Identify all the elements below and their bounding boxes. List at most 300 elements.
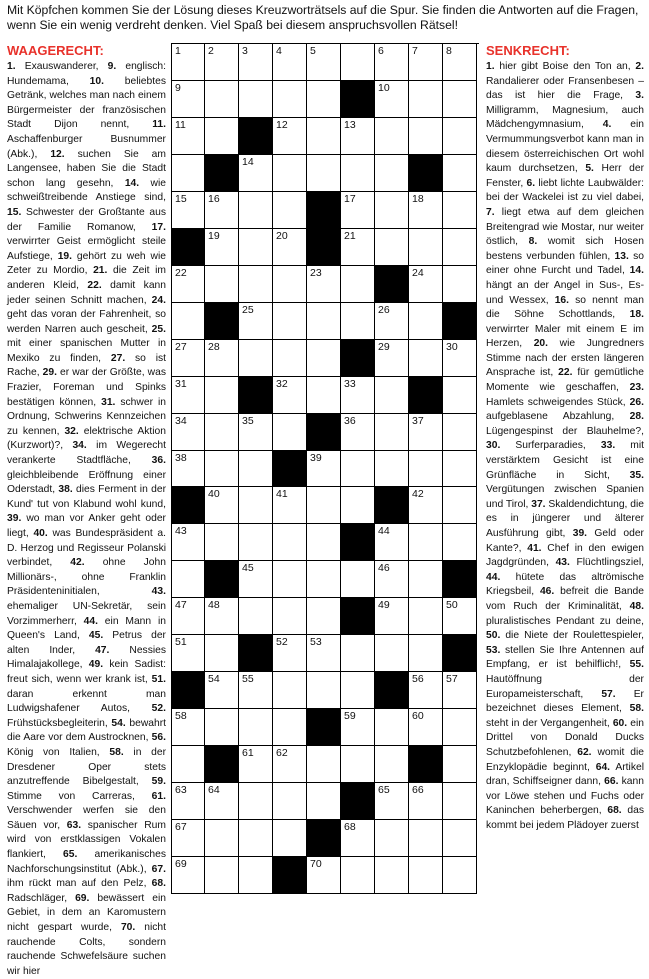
clue-text: er war der Größte, was Frazier, Foreman und Spinks bestätigen können, xyxy=(7,367,166,408)
grid-cell[interactable] xyxy=(172,451,205,488)
grid-cell[interactable] xyxy=(273,672,307,709)
grid-cell[interactable] xyxy=(443,340,477,377)
clue-number-label: 41 xyxy=(276,488,288,501)
clue-number-label: 12 xyxy=(276,118,288,131)
grid-cell[interactable] xyxy=(172,266,205,303)
grid-cell[interactable] xyxy=(443,783,477,820)
clue-text: wie schweißtreibende Anstiege sind, xyxy=(7,177,166,204)
grid-cell[interactable] xyxy=(172,118,205,155)
clue-text: so ist Rache, xyxy=(7,352,166,379)
clue-number: 62. xyxy=(577,746,592,758)
clue-text: geht das voran der Fahrenheit, so werden Narren auch gescheit, xyxy=(7,309,166,335)
clue-number-label: 60 xyxy=(412,710,424,723)
grid-cell[interactable] xyxy=(375,783,409,820)
grid-cell[interactable] xyxy=(409,561,443,598)
grid-cell[interactable] xyxy=(239,451,273,488)
clue-number-label: 24 xyxy=(412,266,424,279)
clue-text: stellen Sie Ihre Antennen auf Empfang, er ist behilflich!, xyxy=(486,644,644,671)
clue-text: schwer in Ordnung, Schwerins Kennzeichen zu kennen, xyxy=(7,396,166,437)
grid-cell[interactable] xyxy=(409,303,443,340)
grid-cell[interactable] xyxy=(409,81,443,118)
grid-cell[interactable] xyxy=(375,229,409,266)
clue-number-label: 57 xyxy=(446,673,458,686)
grid-cell[interactable] xyxy=(307,672,341,709)
clue-number: 13. xyxy=(614,250,629,262)
grid-cell[interactable] xyxy=(239,414,273,451)
grid-cell[interactable] xyxy=(375,118,409,155)
down-clue xyxy=(486,645,644,671)
clue-number-label: 19 xyxy=(208,229,220,242)
clue-text: Hamlets schweigendes Stück, xyxy=(486,396,630,408)
block-cell xyxy=(409,377,443,414)
clue-number: 36. xyxy=(151,455,166,467)
grid-cell[interactable] xyxy=(409,783,443,820)
grid-cell[interactable] xyxy=(172,81,205,118)
grid-cell[interactable] xyxy=(409,414,443,451)
grid-cell[interactable] xyxy=(172,377,205,414)
grid-cell[interactable] xyxy=(443,118,477,155)
grid-cell[interactable] xyxy=(375,820,409,857)
grid-cell[interactable] xyxy=(443,229,477,266)
clue-number-label: 54 xyxy=(208,673,220,686)
grid-cell[interactable] xyxy=(307,598,341,635)
grid-cell[interactable] xyxy=(172,303,205,340)
grid-cell[interactable] xyxy=(375,81,409,118)
grid-cell[interactable] xyxy=(239,524,273,561)
clue-number: 7. xyxy=(486,206,495,218)
grid-cell[interactable] xyxy=(205,672,239,709)
grid-cell[interactable] xyxy=(273,746,307,783)
clue-number: 61. xyxy=(151,790,166,802)
grid-cell[interactable] xyxy=(205,377,239,414)
grid-cell[interactable] xyxy=(205,524,239,561)
grid-cell[interactable] xyxy=(172,524,205,561)
clue-number: 8. xyxy=(528,236,538,248)
grid-cell[interactable] xyxy=(307,783,341,820)
clue-number: 49. xyxy=(88,659,104,671)
clue-text: Surferparadies, xyxy=(500,440,601,452)
grid-cell[interactable] xyxy=(443,857,477,894)
clue-number: 14. xyxy=(124,177,140,189)
down-clue xyxy=(486,61,635,72)
grid-cell[interactable] xyxy=(239,598,273,635)
clue-text: amerikanisches Nachforschungsinstitut (Abk.), xyxy=(7,849,166,875)
grid-cell[interactable] xyxy=(205,44,239,81)
grid-cell[interactable] xyxy=(307,118,341,155)
clue-number: 68. xyxy=(607,805,622,817)
block-cell xyxy=(273,451,307,488)
grid-cell[interactable] xyxy=(205,414,239,451)
grid-cell[interactable] xyxy=(172,44,205,81)
grid-cell[interactable] xyxy=(375,709,409,746)
grid-cell[interactable] xyxy=(409,820,443,857)
grid-cell[interactable] xyxy=(205,451,239,488)
grid-cell[interactable] xyxy=(409,487,443,524)
grid-cell[interactable] xyxy=(205,783,239,820)
block-cell xyxy=(172,487,205,524)
grid-cell[interactable] xyxy=(273,598,307,635)
grid-cell[interactable] xyxy=(409,340,443,377)
clue-number: 4. xyxy=(602,119,612,131)
block-cell xyxy=(341,340,375,377)
grid-cell[interactable] xyxy=(409,44,443,81)
clue-number-label: 29 xyxy=(378,340,390,353)
grid-cell[interactable] xyxy=(341,857,375,894)
clue-text: Aschaffenburger Busnummer (Abk.), xyxy=(7,133,166,160)
block-cell xyxy=(239,377,273,414)
clue-text: Verschwender werfen sie den Säuen vor, xyxy=(7,805,166,831)
grid-cell[interactable] xyxy=(341,44,375,81)
clue-number: 63. xyxy=(66,819,82,831)
grid-cell[interactable] xyxy=(375,155,409,192)
clue-number-label: 65 xyxy=(378,784,390,797)
grid-cell[interactable] xyxy=(341,487,375,524)
grid-cell[interactable] xyxy=(375,524,409,561)
clue-number-label: 20 xyxy=(276,229,288,242)
grid-cell[interactable] xyxy=(443,746,477,783)
grid-cell[interactable] xyxy=(409,857,443,894)
grid-cell[interactable] xyxy=(273,709,307,746)
clue-number-label: 66 xyxy=(412,784,424,797)
clue-number: 30. xyxy=(486,440,501,452)
block-cell xyxy=(307,709,341,746)
clue-number: 44. xyxy=(486,571,501,583)
grid-cell[interactable] xyxy=(273,820,307,857)
grid-cell[interactable] xyxy=(307,377,341,414)
grid-cell[interactable] xyxy=(375,561,409,598)
grid-cell[interactable] xyxy=(443,598,477,635)
grid-cell[interactable] xyxy=(239,820,273,857)
clue-text: aufgeblasene Abzahlung, xyxy=(486,411,630,423)
clue-text: suchen Sie am Langensee, haben Sie die Stadt schon lang gesehn, xyxy=(7,148,166,189)
grid-cell[interactable] xyxy=(239,487,273,524)
grid-cell[interactable] xyxy=(307,340,341,377)
grid-cell[interactable] xyxy=(375,192,409,229)
grid-cell[interactable] xyxy=(443,487,477,524)
clue-number-label: 5 xyxy=(310,45,316,57)
clue-number: 59. xyxy=(151,776,166,788)
grid-cell[interactable] xyxy=(443,44,477,81)
clue-text: Petrus der alten Inder, xyxy=(7,630,166,656)
clue-number: 3. xyxy=(635,90,644,102)
clue-number-label: 18 xyxy=(412,192,424,205)
grid-cell[interactable] xyxy=(273,414,307,451)
grid-cell[interactable] xyxy=(341,266,375,303)
grid-cell[interactable] xyxy=(273,524,307,561)
clue-number-label: 56 xyxy=(412,673,424,686)
clue-number-label: 59 xyxy=(344,710,356,723)
grid-cell[interactable] xyxy=(409,709,443,746)
grid-cell[interactable] xyxy=(239,81,273,118)
down-clue-list xyxy=(486,61,644,831)
grid-cell[interactable] xyxy=(172,155,205,192)
grid-cell[interactable] xyxy=(341,229,375,266)
clue-number-label: 62 xyxy=(276,747,288,760)
clue-number-label: 68 xyxy=(344,821,356,834)
clue-number-label: 58 xyxy=(175,710,187,723)
clue-text: Nessies Himalajakollege, xyxy=(7,644,166,671)
clue-number: 39. xyxy=(572,528,588,539)
grid-cell[interactable] xyxy=(307,524,341,561)
clue-number: 24. xyxy=(151,294,166,306)
grid-cell[interactable] xyxy=(273,635,307,672)
grid-cell[interactable] xyxy=(443,377,477,414)
grid-cell[interactable] xyxy=(375,598,409,635)
grid-cell[interactable] xyxy=(307,44,341,81)
grid-cell[interactable] xyxy=(307,487,341,524)
grid-cell[interactable] xyxy=(205,266,239,303)
grid-cell[interactable] xyxy=(409,192,443,229)
clue-text: Radschläger, xyxy=(7,892,76,904)
clue-number-label: 34 xyxy=(175,414,187,427)
grid-cell[interactable] xyxy=(409,451,443,488)
grid-cell[interactable] xyxy=(307,857,341,894)
grid-cell[interactable] xyxy=(172,561,205,598)
grid-cell[interactable] xyxy=(239,783,273,820)
grid-cell[interactable] xyxy=(409,118,443,155)
grid-cell[interactable] xyxy=(341,377,375,414)
grid-cell[interactable] xyxy=(172,598,205,635)
grid-cell[interactable] xyxy=(273,487,307,524)
clue-number-label: 22 xyxy=(175,266,187,279)
clue-text: befreit die Bande vom Ruch der Kriminalität, xyxy=(486,586,645,612)
grid-cell[interactable] xyxy=(375,746,409,783)
clue-number: 64. xyxy=(595,761,611,773)
clue-number-label: 4 xyxy=(276,45,282,57)
clue-text: ohne John Millionärs-, ohne Franklin Präsidenteninitialen, xyxy=(7,557,166,598)
block-cell xyxy=(239,635,273,672)
grid-cell[interactable] xyxy=(239,709,273,746)
grid-cell[interactable] xyxy=(375,44,409,81)
grid-cell[interactable] xyxy=(307,561,341,598)
grid-cell[interactable] xyxy=(239,155,273,192)
grid-cell[interactable] xyxy=(172,192,205,229)
grid-cell[interactable] xyxy=(172,820,205,857)
clue-number-label: 47 xyxy=(175,599,187,612)
grid-cell[interactable] xyxy=(205,487,239,524)
clue-number-label: 26 xyxy=(378,303,390,316)
clue-number: 9. xyxy=(107,61,117,72)
clue-text: Schwester der Großtante aus der Familie Romanow, xyxy=(7,206,166,233)
block-cell xyxy=(239,118,273,155)
clue-number: 39. xyxy=(7,513,22,525)
clue-text: bewässert ein Gebiet, in dem an Karomustern nicht gespart wurde, xyxy=(7,892,166,934)
clue-text: bewahrt die Aare vor dem Austrocknen, xyxy=(7,717,167,744)
grid-cell[interactable] xyxy=(307,81,341,118)
grid-cell[interactable] xyxy=(341,414,375,451)
grid-cell[interactable] xyxy=(409,598,443,635)
clue-number: 25. xyxy=(151,323,166,335)
grid-cell[interactable] xyxy=(205,820,239,857)
clue-number-label: 3 xyxy=(242,45,248,57)
clue-text: so einer ohne Furcht und Tadel, xyxy=(486,250,644,277)
grid-cell[interactable] xyxy=(341,303,375,340)
grid-cell[interactable] xyxy=(375,635,409,672)
grid-cell[interactable] xyxy=(172,709,205,746)
grid-cell[interactable] xyxy=(375,857,409,894)
grid-cell[interactable] xyxy=(273,81,307,118)
block-cell xyxy=(205,746,239,783)
clue-number: 16. xyxy=(554,294,570,306)
clue-text: die Niete der Roulettespieler, xyxy=(500,630,644,642)
clue-number-label: 61 xyxy=(242,747,254,760)
grid-cell[interactable] xyxy=(273,44,307,81)
grid-cell[interactable] xyxy=(341,746,375,783)
grid-cell[interactable] xyxy=(409,635,443,672)
grid-cell[interactable] xyxy=(375,377,409,414)
clue-text: Skaldendichtung, die es in jüngerer und älterer Ausführung gibt, xyxy=(486,498,645,539)
clue-number-label: 32 xyxy=(276,377,288,390)
clue-number: 2. xyxy=(635,61,644,72)
grid-cell[interactable] xyxy=(239,192,273,229)
clue-number: 58. xyxy=(109,746,124,758)
grid-cell[interactable] xyxy=(375,303,409,340)
grid-cell[interactable] xyxy=(443,820,477,857)
grid-cell[interactable] xyxy=(273,192,307,229)
clue-text: Exauswanderer, xyxy=(15,61,108,72)
grid-cell[interactable] xyxy=(409,672,443,709)
grid-cell[interactable] xyxy=(341,561,375,598)
grid-cell[interactable] xyxy=(205,340,239,377)
grid-cell[interactable] xyxy=(341,118,375,155)
grid-cell[interactable] xyxy=(273,118,307,155)
grid-cell[interactable] xyxy=(375,340,409,377)
grid-cell[interactable] xyxy=(273,377,307,414)
clue-text: was Bundespräsident a. D. Herzog und Regisseur Polanski verbindet, xyxy=(7,528,166,569)
grid-cell[interactable] xyxy=(172,746,205,783)
grid-cell[interactable] xyxy=(443,81,477,118)
grid-cell[interactable] xyxy=(443,524,477,561)
grid-cell[interactable] xyxy=(443,155,477,192)
grid-cell[interactable] xyxy=(239,746,273,783)
grid-cell[interactable] xyxy=(239,561,273,598)
clue-text: mit einer spanischen Mutter in Mexiko zu finden, xyxy=(7,338,166,364)
grid-cell[interactable] xyxy=(205,229,239,266)
down-clue xyxy=(486,440,601,451)
grid-cell[interactable] xyxy=(307,266,341,303)
grid-cell[interactable] xyxy=(273,561,307,598)
grid-cell[interactable] xyxy=(443,414,477,451)
grid-cell[interactable] xyxy=(341,820,375,857)
clue-number: 15. xyxy=(7,206,22,218)
grid-cell[interactable] xyxy=(273,155,307,192)
clue-number-label: 45 xyxy=(242,562,254,575)
grid-cell[interactable] xyxy=(443,709,477,746)
clue-text: wo man vor Anker geht oder liegt, xyxy=(7,513,166,539)
clue-number: 35. xyxy=(629,469,644,481)
clue-number-label: 44 xyxy=(378,525,390,538)
clue-number-label: 13 xyxy=(344,118,356,131)
grid-cell[interactable] xyxy=(239,672,273,709)
grid-cell[interactable] xyxy=(205,81,239,118)
grid-cell[interactable] xyxy=(375,414,409,451)
clue-text: ein Vermummungsverbot kann man in diesem österreichischen Ort wohl kaum durchsetzen, xyxy=(486,119,644,175)
grid-cell[interactable] xyxy=(307,635,341,672)
grid-cell[interactable] xyxy=(205,857,239,894)
clue-number: 56. xyxy=(151,732,166,744)
grid-cell[interactable] xyxy=(205,118,239,155)
clue-number: 19. xyxy=(57,250,73,262)
grid-cell[interactable] xyxy=(239,266,273,303)
grid-cell[interactable] xyxy=(341,672,375,709)
clue-number: 22. xyxy=(558,367,573,379)
grid-cell[interactable] xyxy=(307,155,341,192)
grid-cell[interactable] xyxy=(341,635,375,672)
grid-cell[interactable] xyxy=(172,857,205,894)
clue-text: ein Mann in Queen's Land, xyxy=(7,615,166,642)
clue-text: liebt lichte Laubwälder: bei der Wackelei ist zu viel dabei, xyxy=(486,177,644,204)
grid-cell[interactable] xyxy=(239,857,273,894)
grid-cell[interactable] xyxy=(239,303,273,340)
clue-text: für gemütliche Momente wie geschaffen, xyxy=(486,367,644,394)
grid-cell[interactable] xyxy=(273,340,307,377)
grid-cell[interactable] xyxy=(273,229,307,266)
grid-cell[interactable] xyxy=(409,524,443,561)
clue-text: verwirrter Geist ermöglicht steile Aufstiege, xyxy=(7,236,166,262)
across-clue-list xyxy=(7,61,166,977)
grid-cell[interactable] xyxy=(341,709,375,746)
grid-cell[interactable] xyxy=(239,340,273,377)
grid-cell[interactable] xyxy=(205,598,239,635)
clue-number: 21. xyxy=(93,265,108,277)
grid-cell[interactable] xyxy=(273,783,307,820)
clue-number: 40. xyxy=(33,528,48,539)
grid-cell[interactable] xyxy=(307,746,341,783)
grid-cell[interactable] xyxy=(172,340,205,377)
grid-cell[interactable] xyxy=(341,451,375,488)
grid-cell[interactable] xyxy=(443,451,477,488)
clue-text: hütete das altrömische Kriegsbeil, xyxy=(486,571,644,598)
grid-cell[interactable] xyxy=(307,303,341,340)
grid-cell[interactable] xyxy=(172,783,205,820)
clue-number-label: 55 xyxy=(242,673,254,686)
across-clue xyxy=(7,207,166,233)
grid-cell[interactable] xyxy=(443,266,477,303)
grid-cell[interactable] xyxy=(239,229,273,266)
clue-number-label: 23 xyxy=(310,266,322,279)
clue-text: Randalierer oder Fransenbesen – das ist hier die Frage, xyxy=(486,75,644,102)
grid-cell[interactable] xyxy=(205,709,239,746)
across-clue xyxy=(7,61,108,72)
clue-text: verwirrter Maler mit einem E im Herzen, xyxy=(486,323,644,350)
grid-cell[interactable] xyxy=(273,303,307,340)
grid-cell[interactable] xyxy=(341,192,375,229)
grid-cell[interactable] xyxy=(239,44,273,81)
grid-cell[interactable] xyxy=(341,155,375,192)
grid-cell[interactable] xyxy=(443,192,477,229)
grid-cell[interactable] xyxy=(409,266,443,303)
clue-number: 42. xyxy=(70,557,85,569)
clue-number-label: 31 xyxy=(175,377,187,390)
grid-cell[interactable] xyxy=(375,451,409,488)
clue-text: Er bezeichnet dieses Element, xyxy=(486,688,644,715)
clue-number-label: 27 xyxy=(175,340,187,353)
grid-cell[interactable] xyxy=(273,266,307,303)
clue-text: womit die Enzyklopädie beginnt, xyxy=(486,746,644,773)
grid-cell[interactable] xyxy=(443,672,477,709)
grid-cell[interactable] xyxy=(205,192,239,229)
clue-text: so nennt man die Söhne Schottlands, xyxy=(486,294,644,321)
grid-cell[interactable] xyxy=(409,229,443,266)
clue-number: 22. xyxy=(87,279,102,291)
clue-number: 51. xyxy=(151,673,166,685)
grid-cell[interactable] xyxy=(205,635,239,672)
clue-number: 34. xyxy=(72,440,87,452)
grid-cell[interactable] xyxy=(172,414,205,451)
clue-number: 11. xyxy=(152,119,166,131)
grid-cell[interactable] xyxy=(307,451,341,488)
grid-cell[interactable] xyxy=(172,635,205,672)
